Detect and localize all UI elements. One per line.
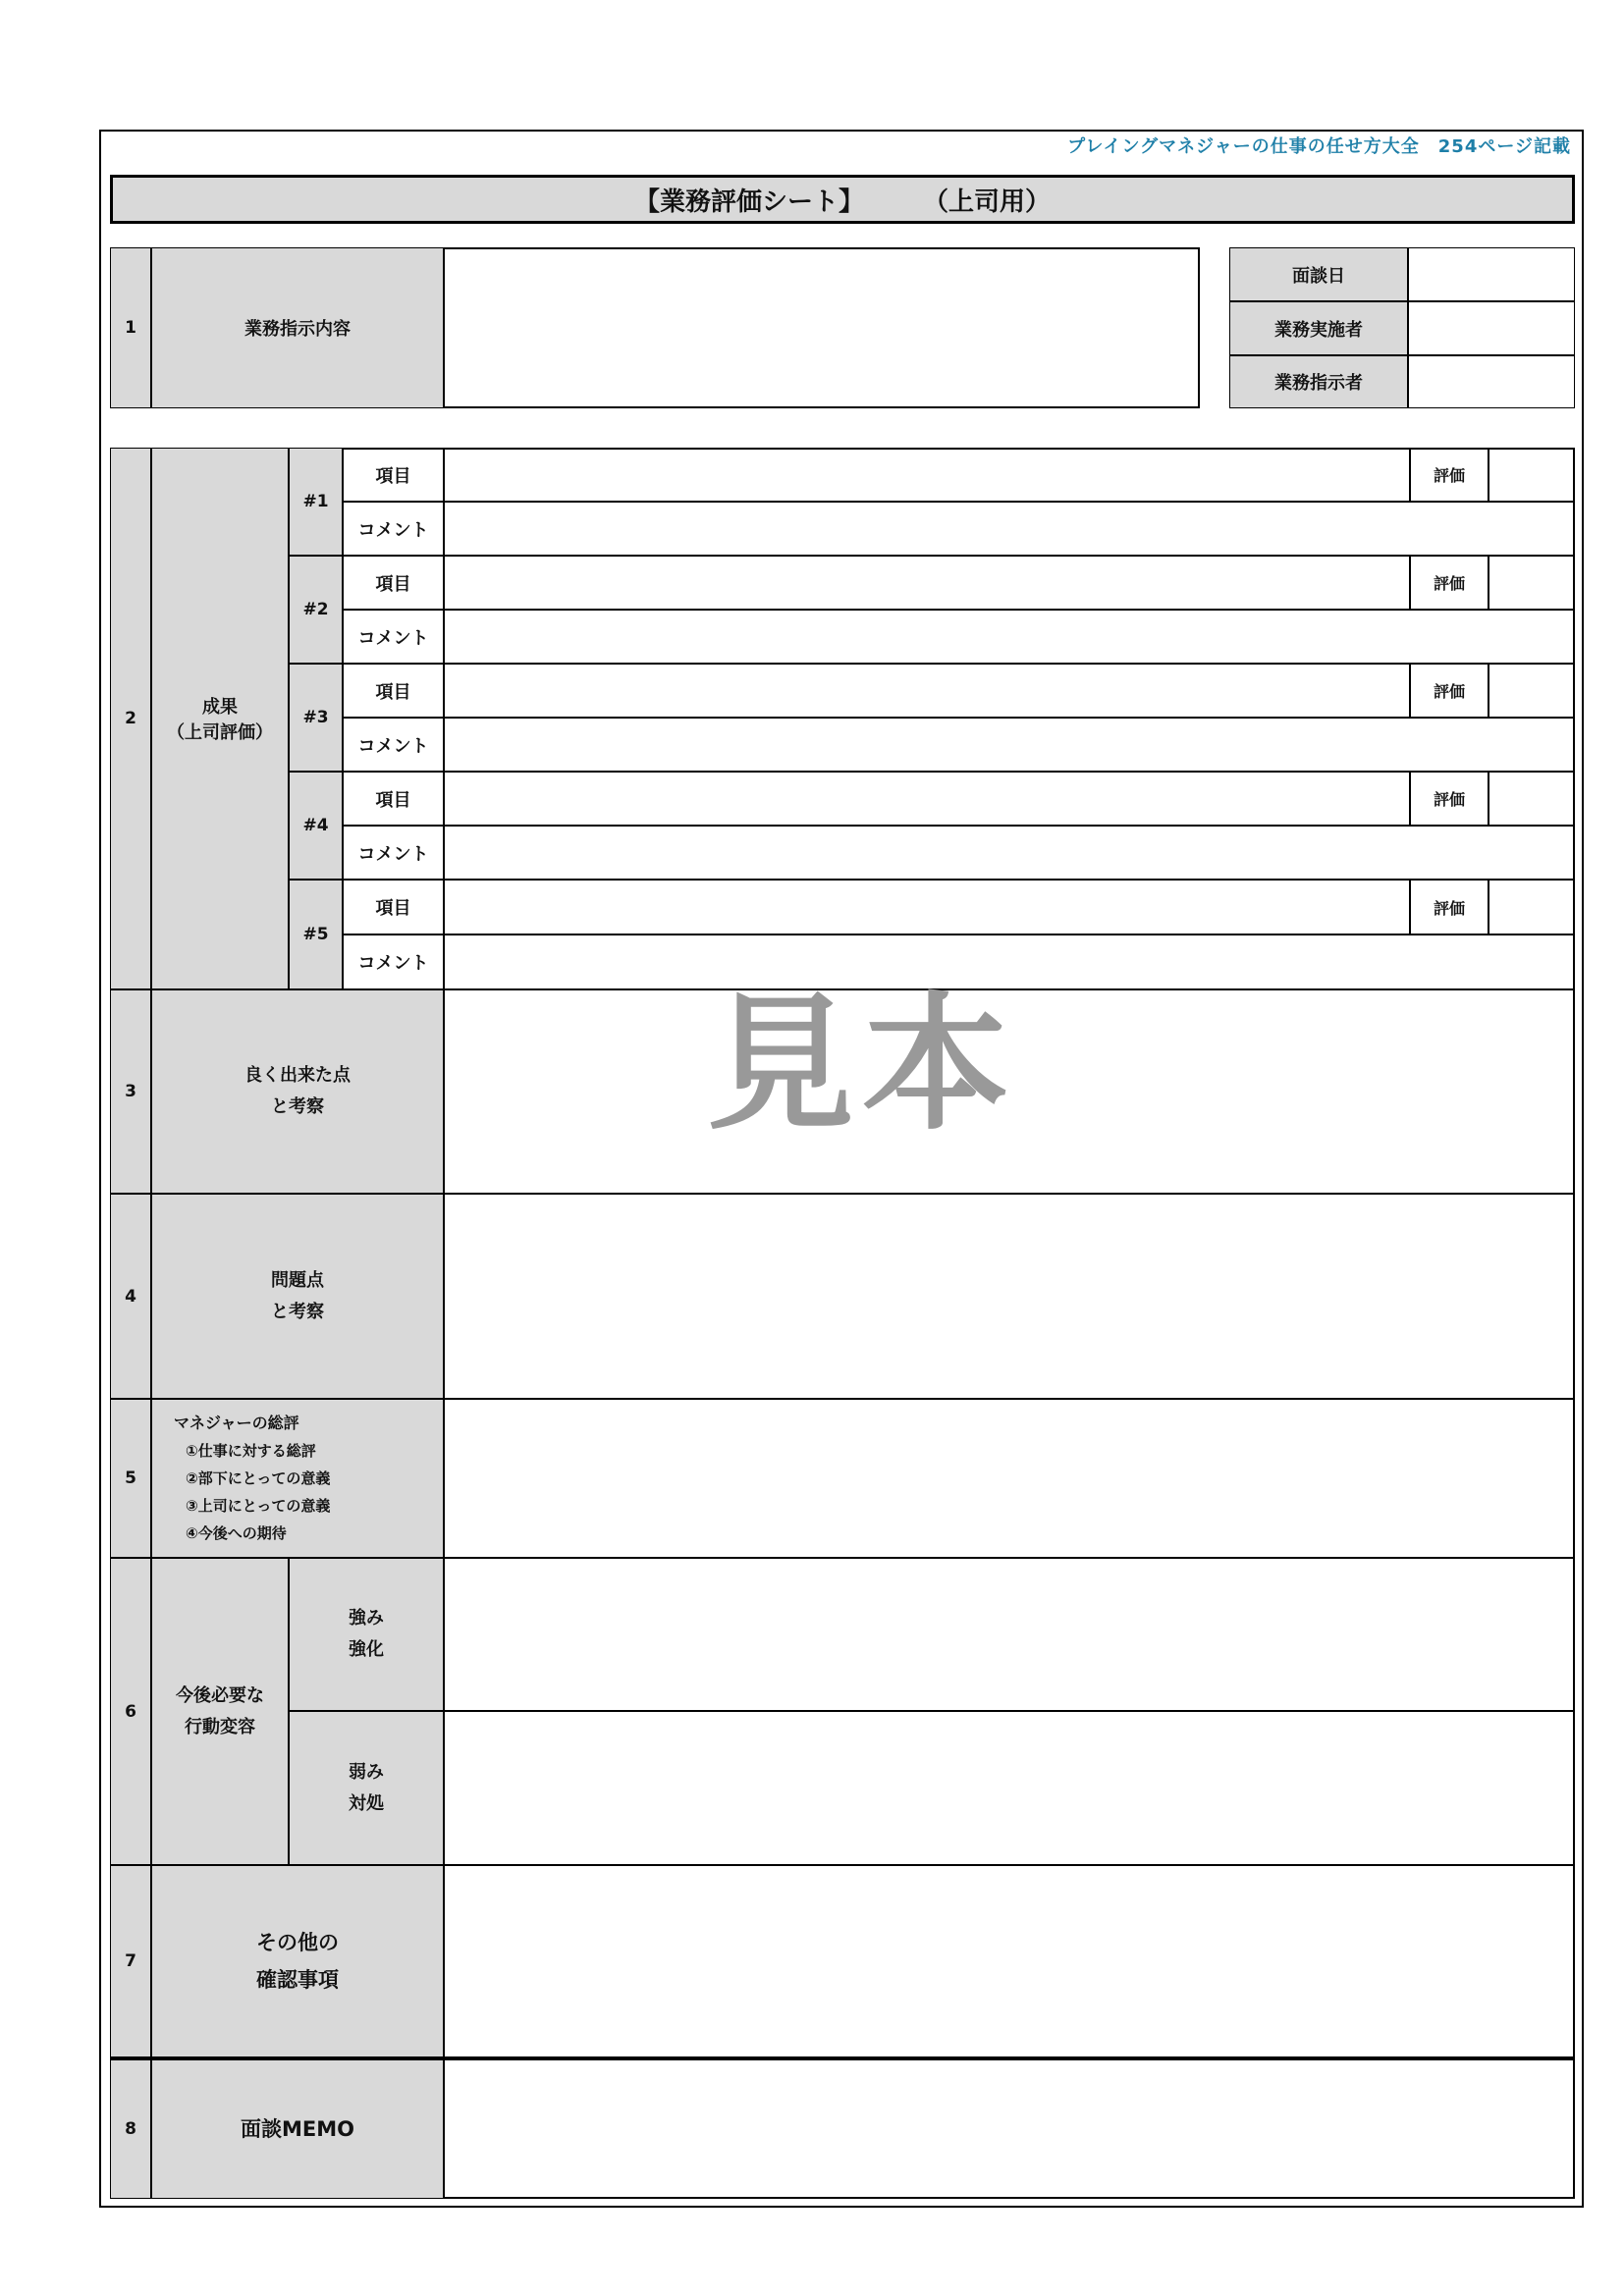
rating-label: 評価 [1410,448,1489,502]
result-item-id: #3 [289,664,343,772]
section1-label: 業務指示内容 [151,247,444,408]
rating-field[interactable] [1489,556,1575,610]
section5-point: ③上司にとっての意義 [186,1497,331,1515]
rating-label: 評価 [1410,880,1489,934]
item-field[interactable] [444,556,1410,610]
section8-number: 8 [110,2057,151,2199]
item-label: 項目 [343,448,444,502]
section7-number: 7 [110,1865,151,2057]
performer-label: 業務実施者 [1229,301,1408,355]
item-field[interactable] [444,772,1410,826]
section7-label [151,1865,444,2057]
section8-label: 面談MEMO [151,2057,444,2199]
comment-label: コメント [343,934,444,989]
item-field[interactable] [444,880,1410,934]
strength-label [289,1558,444,1711]
section4-label [151,1194,444,1399]
manager-review-field[interactable] [444,1399,1575,1558]
strength-label-line1: 強み [349,1608,384,1629]
section7-label-line1: その他の [256,1931,339,1954]
item-field[interactable] [444,448,1410,502]
section6-label [151,1558,289,1865]
sheet-title: 【業務評価シート】 [633,187,864,217]
result-item-id: #4 [289,772,343,880]
section5-label [151,1399,444,1558]
rating-label: 評価 [1410,772,1489,826]
rating-field[interactable] [1489,772,1575,826]
section5-point: ④今後への期待 [186,1524,287,1542]
section3-label [151,989,444,1194]
sheet-title-sub: （上司用） [923,187,1052,217]
rating-label: 評価 [1410,664,1489,718]
item-label: 項目 [343,556,444,610]
weakness-label-line2: 対処 [349,1792,384,1814]
section2-label-line1: 成果 [202,697,238,718]
comment-field[interactable] [444,718,1575,772]
section6-number: 6 [110,1558,151,1865]
section5-point: ②部下にとっての意義 [186,1469,331,1487]
section6-label-line1: 今後必要な [176,1684,264,1706]
comment-label: コメント [343,502,444,556]
result-item-id: #5 [289,880,343,989]
rating-label: 評価 [1410,556,1489,610]
comment-field[interactable] [444,826,1575,880]
comment-label: コメント [343,610,444,664]
source-note: プレイングマネジャーの仕事の任せ方大全 254ページ記載 [1067,136,1571,157]
section2-label [151,448,289,989]
weakness-label-line1: 弱み [349,1761,384,1783]
section4-label-line1: 問題点 [271,1269,324,1291]
instruction-content-field[interactable] [444,247,1200,408]
rating-field[interactable] [1489,880,1575,934]
item-field[interactable] [444,664,1410,718]
section5-point: ①仕事に対する総評 [186,1442,316,1460]
section5-number: 5 [110,1399,151,1558]
interview-date-label: 面談日 [1229,247,1408,301]
result-item-id: #1 [289,448,343,556]
section7-label-line2: 確認事項 [256,1968,339,1992]
section4-number: 4 [110,1194,151,1399]
rating-field[interactable] [1489,448,1575,502]
other-items-field[interactable] [444,1865,1575,2057]
weakness-field[interactable] [444,1711,1575,1865]
item-label: 項目 [343,880,444,934]
section4-label-line2: と考察 [271,1301,324,1322]
section3-label-line1: 良く出来た点 [244,1065,351,1086]
item-label: 項目 [343,772,444,826]
performer-field[interactable] [1408,301,1575,355]
strength-field[interactable] [444,1558,1575,1711]
item-label: 項目 [343,664,444,718]
interview-memo-field[interactable] [444,2057,1575,2199]
instructor-field[interactable] [1408,355,1575,408]
section3-number: 3 [110,989,151,1194]
section1-number: 1 [110,247,151,408]
section3-label-line2: と考察 [271,1096,324,1117]
weakness-label [289,1711,444,1865]
section6-label-line2: 行動変容 [185,1716,255,1737]
section2-label-line2: （上司評価） [167,722,273,743]
sheet-title-bar [110,175,1575,224]
comment-label: コメント [343,718,444,772]
instructor-label: 業務指示者 [1229,355,1408,408]
rating-field[interactable] [1489,664,1575,718]
section5-title: マネジャーの総評 [174,1414,299,1432]
strength-label-line2: 強化 [349,1639,384,1660]
section2-number: 2 [110,448,151,989]
comment-label: コメント [343,826,444,880]
problems-field[interactable] [444,1194,1575,1399]
result-item-id: #2 [289,556,343,664]
comment-field[interactable] [444,610,1575,664]
comment-field[interactable] [444,502,1575,556]
interview-date-field[interactable] [1408,247,1575,301]
sample-watermark: 見本 [707,980,1018,1150]
